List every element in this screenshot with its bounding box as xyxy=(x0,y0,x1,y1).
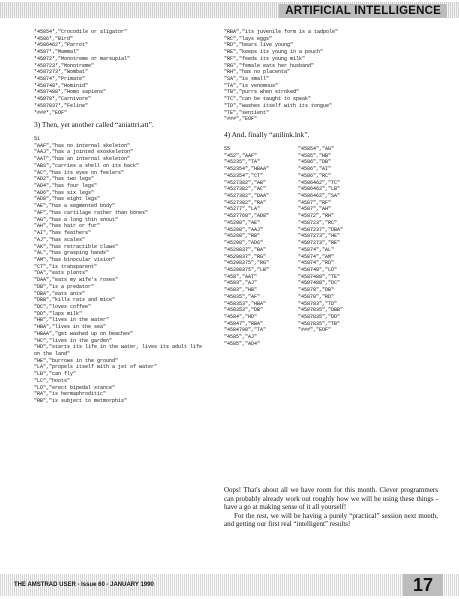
code-line: "458353","HBA" xyxy=(224,300,267,307)
code-line: on the land" xyxy=(34,351,71,357)
code-line: *4587273*,"Wombat" xyxy=(34,69,89,76)
code-listing-attributes-cont xyxy=(224,29,338,123)
code-line: "4587835","DBB" xyxy=(298,307,344,314)
code-line: "4586462","LB" xyxy=(298,186,341,193)
code-line: "458","AAT" xyxy=(224,273,258,280)
code-line: "AAT","has an internal skeleton" xyxy=(34,156,131,163)
footer-issue-line: THE AMSTRAD USER - Issue 60 - JANUARY 1990 xyxy=(14,582,154,588)
code-line: "RH","has no placenta" xyxy=(224,69,291,76)
code-line: "4527382","RA" xyxy=(224,199,267,206)
code-line: "HBAA","get washed up on beaches" xyxy=(34,330,134,337)
code-line: "4527382","AC" xyxy=(224,186,267,193)
code-line: "4583","AJ" xyxy=(224,280,258,287)
code-line: "AI","has feathers" xyxy=(34,230,92,237)
code-line: "TC","can be taught to speak" xyxy=(224,96,312,103)
code-line: "45874","AL" xyxy=(298,246,335,253)
code-line: "HD","starts its life in the water, lives its adult life xyxy=(34,344,203,351)
code-line: "45854","AG" xyxy=(298,146,335,152)
code-line: "45235","TA" xyxy=(224,159,261,166)
code-line: "4587","RF" xyxy=(298,199,332,206)
code-line: "45874","RD" xyxy=(298,260,335,267)
step-4-heading: 4) And, finally “anilink.lnk”. xyxy=(224,130,310,139)
code-line: "4587237","DBA" xyxy=(298,226,344,233)
code-line: 55 xyxy=(224,146,231,152)
step-3-heading: 3) Then, yet another called “aniattri.att”. xyxy=(34,120,154,129)
code-listing-attributes xyxy=(34,136,202,405)
code-line: "DC","loves coffee" xyxy=(34,303,92,310)
code-line: "45277","LA" xyxy=(224,206,261,213)
code-line: "4587273","HE" xyxy=(298,233,341,240)
code-line: "AJ","has scales" xyxy=(34,236,86,243)
code-line: "CT","is transparent" xyxy=(34,263,98,270)
code-line: "HB","lives in the water" xyxy=(34,317,110,324)
code-line: "4586","DB" xyxy=(298,159,332,166)
code-line: *4586*,"Bird" xyxy=(34,35,74,42)
code-line: "TE","sentient" xyxy=(224,109,270,116)
code-line: "4529837","BA" xyxy=(224,246,267,253)
code-line: "RBA","its juvenile form is a tadpole" xyxy=(224,29,339,35)
code-line: "452354","CT" xyxy=(224,172,264,179)
code-line: *45874*,"Primate" xyxy=(34,76,86,83)
closing-paragraph-2: For the rest, we will be having a purely “practical” session next month, and getting our first real “intelligent” results! xyxy=(224,511,438,529)
code-line: "TA","is venomous" xyxy=(224,82,279,89)
code-line: "45298","RB" xyxy=(224,233,261,240)
code-line: "4527382","DAA" xyxy=(224,193,270,200)
code-line: *4587488*,"Homo sapiens" xyxy=(34,89,107,96)
code-line: "45847","RBA" xyxy=(224,320,264,327)
code-line: "RC","lays eggs" xyxy=(224,35,273,42)
closing-text xyxy=(224,486,438,529)
code-line: "4587488","TE" xyxy=(298,273,341,280)
code-line: "ABS","carries a shell on its back" xyxy=(34,162,140,169)
code-line: "RG","female eats her husband" xyxy=(224,62,315,69)
code-line: *458723*,"Monotreme" xyxy=(34,62,95,69)
code-line: "DBA","eats ants" xyxy=(34,290,86,297)
code-line: "4529837","RG" xyxy=(224,253,267,260)
code-line: "DAA","eats my wife's roses" xyxy=(34,277,119,284)
code-line: "LB","can fly" xyxy=(34,371,77,378)
code-line: "45298375","RG" xyxy=(224,260,270,267)
code-line: *4587837*,"Feline" xyxy=(34,102,89,109)
code-line: *45854*,"Crocodile or aligator" xyxy=(34,29,128,35)
code-line: "AF","has cartilage rather than bones" xyxy=(34,209,149,216)
code-line: "45878","DB" xyxy=(298,287,335,294)
code-line: "458748","LD" xyxy=(298,266,338,273)
code-line: "LC","hoots" xyxy=(34,377,71,384)
code-line: *###*,"EOF" xyxy=(34,109,68,116)
code-line: "AK","has retractible claws" xyxy=(34,243,119,250)
code-line: "4586462","SA" xyxy=(298,193,341,200)
code-line: "DD","laps milk" xyxy=(34,310,83,317)
code-line: "452354","HBAA" xyxy=(224,166,270,173)
code-line: "HC","lives in the garden" xyxy=(34,337,113,344)
code-line: *45872*,"Monotreme or marsupial" xyxy=(34,55,131,62)
code-line: "458723","RC" xyxy=(298,219,338,226)
code-line: "4527382","AB" xyxy=(224,179,267,186)
closing-paragraph-1: Oops! That's about all we have room for this month. Clever programmers can probably already work out roughly how we will be using these things - have a go at making sense of it all yourself! xyxy=(224,486,438,512)
code-line: "4583","HB" xyxy=(224,287,258,294)
section-title: ARTIFICIAL INTELLIGENCE xyxy=(279,4,447,18)
code-line: "4585","HB" xyxy=(298,152,332,159)
page-number: 17 xyxy=(403,574,443,596)
code-line: "AE","has a segmented body" xyxy=(34,203,116,210)
code-line: "45878","RD" xyxy=(298,293,335,300)
code-line: "4587835","TB" xyxy=(298,320,341,327)
code-line: "4527768","AD8" xyxy=(224,213,270,220)
code-line: 51 xyxy=(34,136,41,142)
code-line: "45874","AM" xyxy=(298,253,335,260)
code-line: "458353","DB" xyxy=(224,307,264,314)
code-line: "45298375","LB" xyxy=(224,266,270,273)
code-line: "4587488","DC" xyxy=(298,280,341,287)
code-line: "SA","is small" xyxy=(224,76,270,83)
code-line: "45298","AD6" xyxy=(224,240,264,247)
code-line: "AAJ","has a jointed exoskeleton" xyxy=(34,149,134,156)
code-line: "DB","is a predator" xyxy=(34,283,95,290)
code-line: "AM","has binocular vision" xyxy=(34,256,116,263)
code-line: "4587835","DD" xyxy=(298,313,341,320)
code-line: "4584798","TA" xyxy=(224,327,267,334)
code-line: "RE","keeps its young in a pouch" xyxy=(224,49,324,56)
code-line: "DA","eats plants" xyxy=(34,270,89,277)
code-line: *45878*,"Carnivore" xyxy=(34,96,92,103)
code-line: "4586","AI" xyxy=(298,166,332,173)
code-line: "AD8","has eight legs" xyxy=(34,196,101,203)
code-listing-links-col-a xyxy=(224,146,269,348)
code-line: "HBA","lives in the sea" xyxy=(34,324,107,331)
code-line: "RF","feeds its young milk" xyxy=(224,55,306,62)
code-line: "45298","AE" xyxy=(224,219,261,226)
code-line: "AD2","has two legs" xyxy=(34,176,95,183)
code-line: *4587*,"Mammal" xyxy=(34,49,80,56)
code-line: "4587","AH" xyxy=(298,206,332,213)
code-line: "AAF","has no internal skeleton" xyxy=(34,142,131,149)
code-line: "DBB","kills rats and mice" xyxy=(34,297,116,304)
code-line: *458748*,"Hominid" xyxy=(34,82,89,89)
code-line: "4587273","RE" xyxy=(298,240,341,247)
code-line: "TB","purrs when stroked" xyxy=(224,89,300,96)
code-line: "AC","has its eyes on feelers" xyxy=(34,169,125,176)
code-line: "RA","is hermaphroditic" xyxy=(34,391,107,398)
code-line: "###","EOF" xyxy=(224,116,258,123)
code-line: "AD4","has four legs" xyxy=(34,183,98,190)
code-line: *4586462*,"Parrot" xyxy=(34,42,89,49)
code-line: "45835","AF" xyxy=(224,293,261,300)
code-line: "###","EOF" xyxy=(298,327,332,334)
code-line: "4586","RC" xyxy=(298,172,332,179)
code-line: "452","AAF" xyxy=(224,152,258,159)
code-line: "LD","erect bipedal stance" xyxy=(34,384,116,391)
code-line: "45872","RH" xyxy=(298,213,335,220)
code-line: "TD","washes itself with its tongue" xyxy=(224,102,333,109)
code-listing-animals-tail xyxy=(34,29,130,116)
code-line: "AL","has grasping hands" xyxy=(34,250,110,257)
code-line: "4586462","TC" xyxy=(298,179,341,186)
code-line: "HE","burrows in the ground" xyxy=(34,357,119,364)
code-line: "AG","has a long thin snout" xyxy=(34,216,119,223)
code-line: "4585","AJ" xyxy=(224,334,258,341)
code-line: "AH","has hair or fur" xyxy=(34,223,101,230)
code-line: "AD6","has six legs" xyxy=(34,189,95,196)
code-line: "RB","is subject to metmorphis" xyxy=(34,398,128,405)
code-line: "4584","HD" xyxy=(224,313,258,320)
code-line: "4585","AD4" xyxy=(224,340,261,347)
code-listing-links-col-b xyxy=(298,146,343,334)
code-line: "LA","propels itself with a jet of water" xyxy=(34,364,158,371)
code-line: "RD","bears live young" xyxy=(224,42,294,49)
code-line: "458783","TD" xyxy=(298,300,338,307)
code-line: "45298","AAJ" xyxy=(224,226,264,233)
